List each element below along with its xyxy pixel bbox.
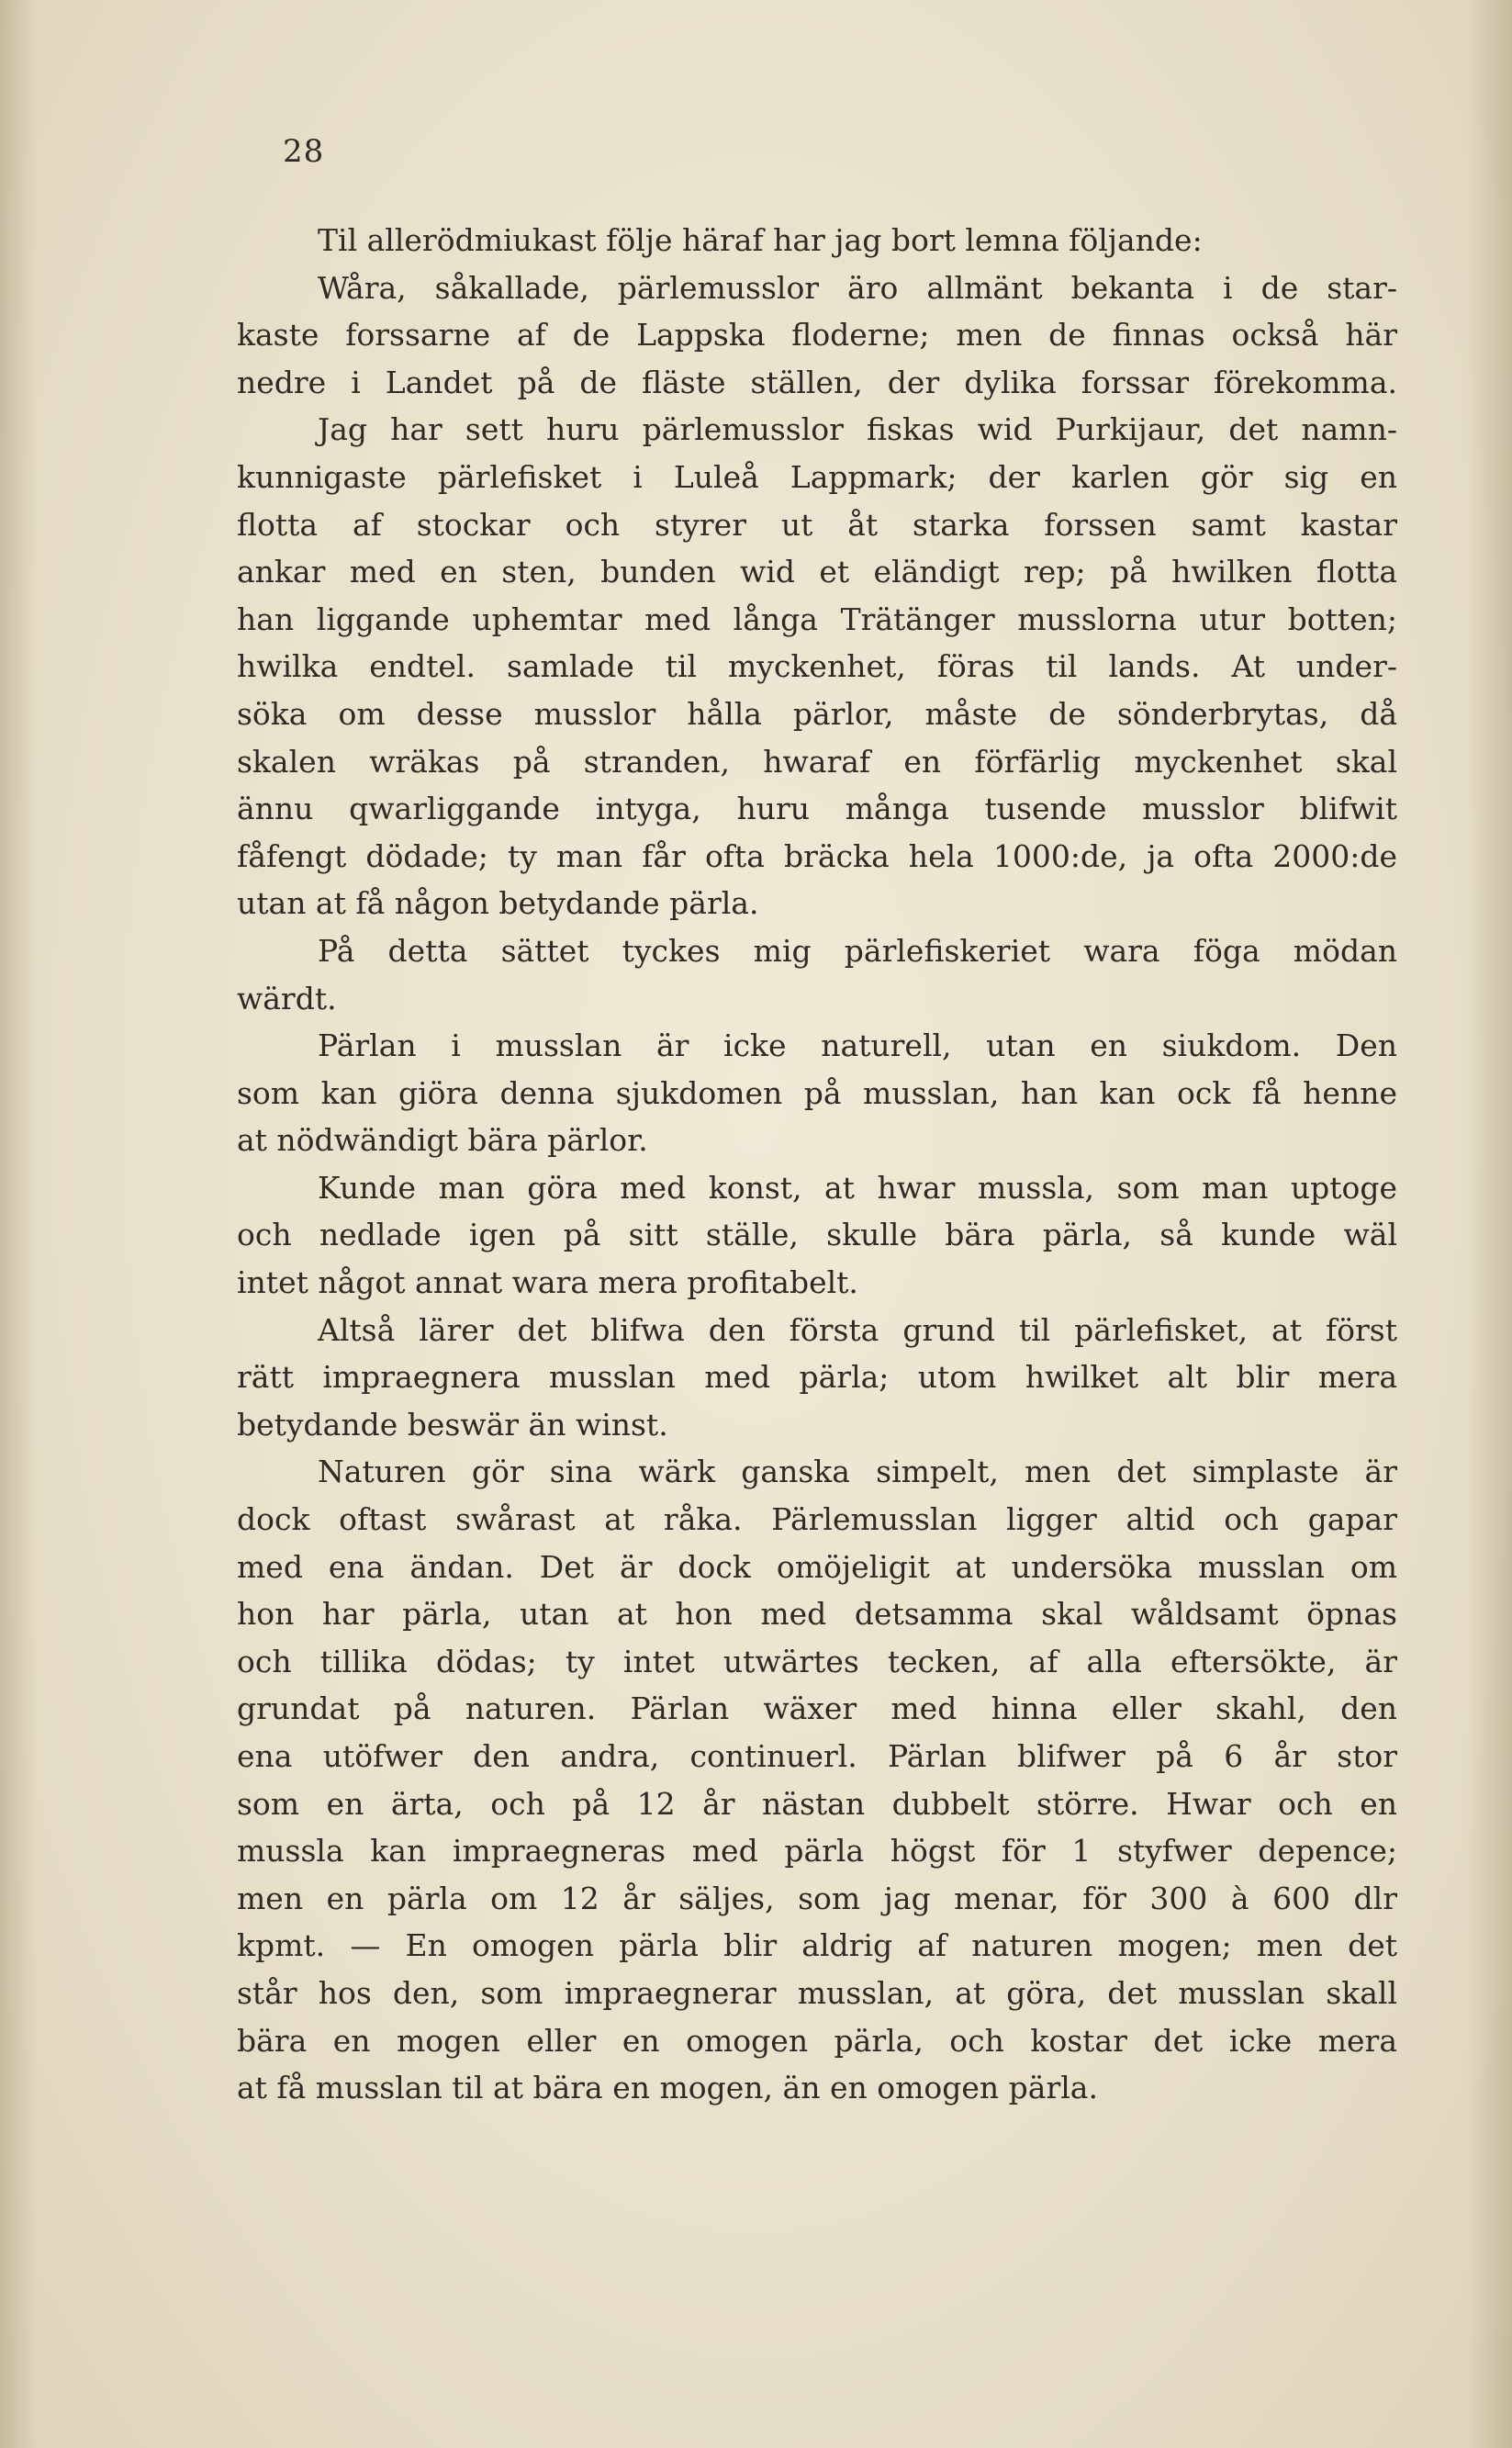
text-line: ankar med en sten, bunden wid et eländigt rep; på hwilken flotta [237, 554, 1397, 590]
text-line: utan at få någon betydande pärla. [237, 885, 759, 922]
paragraph [237, 1164, 1397, 1307]
text-line: intet något annat wara mera profitabelt. [237, 1264, 858, 1301]
text-line: kpmt. — En omogen pärla blir aldrig af naturen mogen; men det [237, 1927, 1397, 1964]
text-line: Wåra, såkallade, pärlemusslor äro allmänt bekanta i de star- [318, 269, 1397, 306]
paragraph [237, 1448, 1397, 2111]
text-line: flotta af stockar och styrer ut åt starka forssen samt kastar [237, 506, 1397, 543]
text-line: På detta sättet tyckes mig pärlefiskeriet wara föga mödan [318, 932, 1397, 969]
text-line: skalen wräkas på stranden, hwaraf en förfärlig myckenhet skal [237, 743, 1397, 780]
text-line: mussla kan impraegneras med pärla högst för 1 styfwer depence; [237, 1833, 1397, 1870]
paragraph [237, 1022, 1397, 1164]
text-line: hon har pärla, utan at hon med detsamma skal wåldsamt öpnas [237, 1596, 1397, 1633]
text-line: Til allerödmiukast följe häraf har jag bort lemna följande: [318, 222, 1203, 258]
text-line: at nödwändigt bära pärlor. [237, 1122, 648, 1159]
text-line: betydande beswär än winst. [237, 1406, 668, 1443]
paragraph [237, 1307, 1397, 1449]
paragraph [237, 264, 1397, 407]
text-line: kunnigaste pärlefisket i Luleå Lappmark; der karlen gör sig en [237, 458, 1397, 495]
text-line: som en ärta, och på 12 år nästan dubbelt större. Hwar och en [237, 1785, 1397, 1822]
text-line: med ena ändan. Det är dock omöjeligit at undersöka musslan om [237, 1548, 1397, 1585]
paragraph [237, 406, 1397, 927]
paragraph [237, 927, 1397, 1022]
text-line: ännu qwarliggande intyga, huru många tusende musslor blifwit [237, 791, 1397, 827]
text-line: som kan giöra denna sjukdomen på musslan, han kan ock få henne [237, 1074, 1397, 1111]
text-line: Kunde man göra med konst, at hwar mussla, som man uptoge [318, 1169, 1397, 1206]
text-line: nedre i Landet på de fläste ställen, der dylika forssar förekomma. [237, 364, 1397, 400]
text-line: han liggande uphemtar med långa Trätänger musslorna utur botten; [237, 601, 1397, 637]
text-line: söka om desse musslor hålla pärlor, måste de sönderbrytas, då [237, 695, 1397, 732]
text-line: kaste forssarne af de Lappska floderne; men de finnas också här [237, 317, 1397, 354]
text-line: at få musslan til at bära en mogen, än en omogen pärla. [237, 2070, 1098, 2106]
text-line: och tillika dödas; ty intet utwärtes tecken, af alla eftersökte, är [237, 1643, 1397, 1679]
text-line: fåfengt dödade; ty man får ofta bräcka hela 1000:de, ja ofta 2000:de [237, 837, 1397, 874]
text-line: dock oftast swårast at råka. Pärlemusslan ligger altid och gapar [237, 1501, 1397, 1538]
text-line: Pärlan i musslan är icke naturell, utan en siukdom. Den [318, 1027, 1397, 1064]
text-line: Altså lärer det blifwa den första grund til pärlefisket, at först [318, 1311, 1397, 1348]
text-line: ena utöfwer den andra, continuerl. Pärlan blifwer på 6 år stor [237, 1738, 1397, 1774]
text-line: och nedlade igen på sitt ställe, skulle bära pärla, så kunde wäl [237, 1217, 1397, 1253]
text-line: rätt impraegnera musslan med pärla; utom hwilket alt blir mera [237, 1359, 1397, 1396]
page-edge-shadow-left [0, 0, 37, 2448]
text-line: står hos den, som impraegnerar musslan, at göra, det musslan skall [237, 1974, 1397, 2011]
text-line: Jag har sett huru pärlemusslor fiskas wid Purkijaur, det namn- [318, 411, 1397, 448]
text-line: men en pärla om 12 år säljes, som jag menar, för 300 à 600 dlr [237, 1880, 1397, 1916]
text-line: Naturen gör sina wärk ganska simpelt, men det simplaste är [318, 1454, 1397, 1490]
text-line: hwilka endtel. samlade til myckenhet, föras til lands. At under- [237, 648, 1397, 685]
text-line: bära en mogen eller en omogen pärla, och kostar det icke mera [237, 2022, 1397, 2059]
paragraph [237, 217, 1397, 264]
page-edge-shadow-right [1466, 0, 1512, 2448]
text-line: grundat på naturen. Pärlan wäxer med hinna eller skahl, den [237, 1690, 1397, 1727]
page-number: 28 [283, 133, 325, 170]
text-line: wärdt. [237, 980, 337, 1016]
body-text [237, 217, 1397, 2112]
